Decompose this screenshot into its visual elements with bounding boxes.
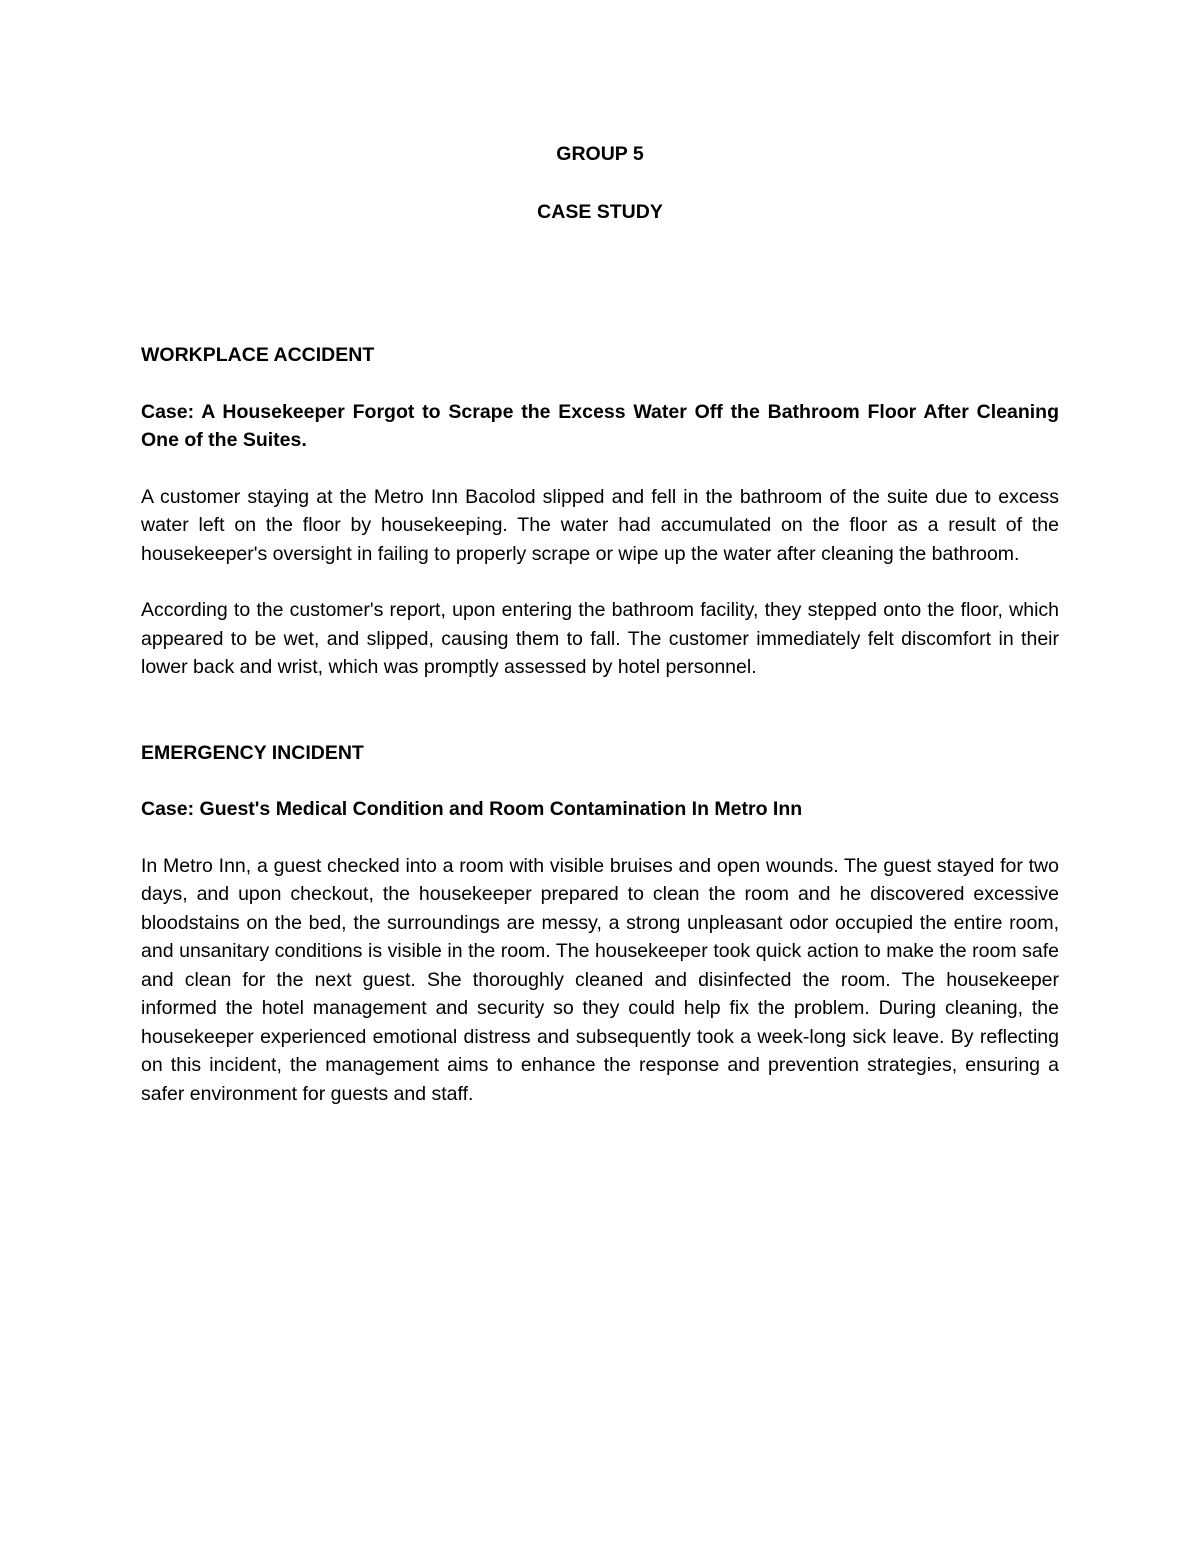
section-heading: EMERGENCY INCIDENT <box>141 741 364 764</box>
section-emergency-incident <box>141 739 1059 1109</box>
section-heading: WORKPLACE ACCIDENT <box>141 344 375 366</box>
case-study-title: CASE STUDY <box>537 200 663 223</box>
document-body <box>141 140 1059 1136</box>
section-spacer <box>141 710 1059 739</box>
case-title: Case: A Housekeeper Forgot to Scrape the Excess Water Off the Bathroom Floor After Cleaning One of the Suites. <box>141 400 1059 451</box>
paragraph: A customer staying at the Metro Inn Bacolod slipped and fell in the bathroom of the suite due to excess water left on the floor by housekeeping. The water had accumulated on the floor as a result of the housekeeper's oversight in failing to properly scrape or wipe up the water after cleaning the bathroom. <box>141 485 1059 565</box>
section-workplace-accident <box>141 341 1059 682</box>
group-title: GROUP 5 <box>556 143 644 165</box>
case-title: Case: Guest's Medical Condition and Room Contamination In Metro Inn <box>141 798 803 820</box>
paragraph: According to the customer's report, upon entering the bathroom facility, they stepped onto the floor, which appeared to be wet, and slipped, causing them to fall. The customer immediately felt discomfort in their lower back and wrist, which was promptly assessed by hotel personnel. <box>141 599 1059 678</box>
paragraph: In Metro Inn, a guest checked into a room with visible bruises and open wounds. The guest stayed for two days, and upon checkout, the housekeeper prepared to clean the room and he discovered excessive bloodstains on the bed, the surroundings are messy, a strong unpleasant odor occupied the entire room, and unsanitary conditions is visible in the room. The housekeeper took quick action to make the room safe and clean for the next guest. She thoroughly cleaned and disinfected the room. The housekeeper informed the hotel management and security so they could help fix the problem. During cleaning, the housekeeper experienced emotional distress and subsequently took a week-long sick leave. By reflecting on this incident, the management aims to enhance the response and prevention strategies, ensuring a safer environment for guests and staff. <box>141 854 1059 1105</box>
